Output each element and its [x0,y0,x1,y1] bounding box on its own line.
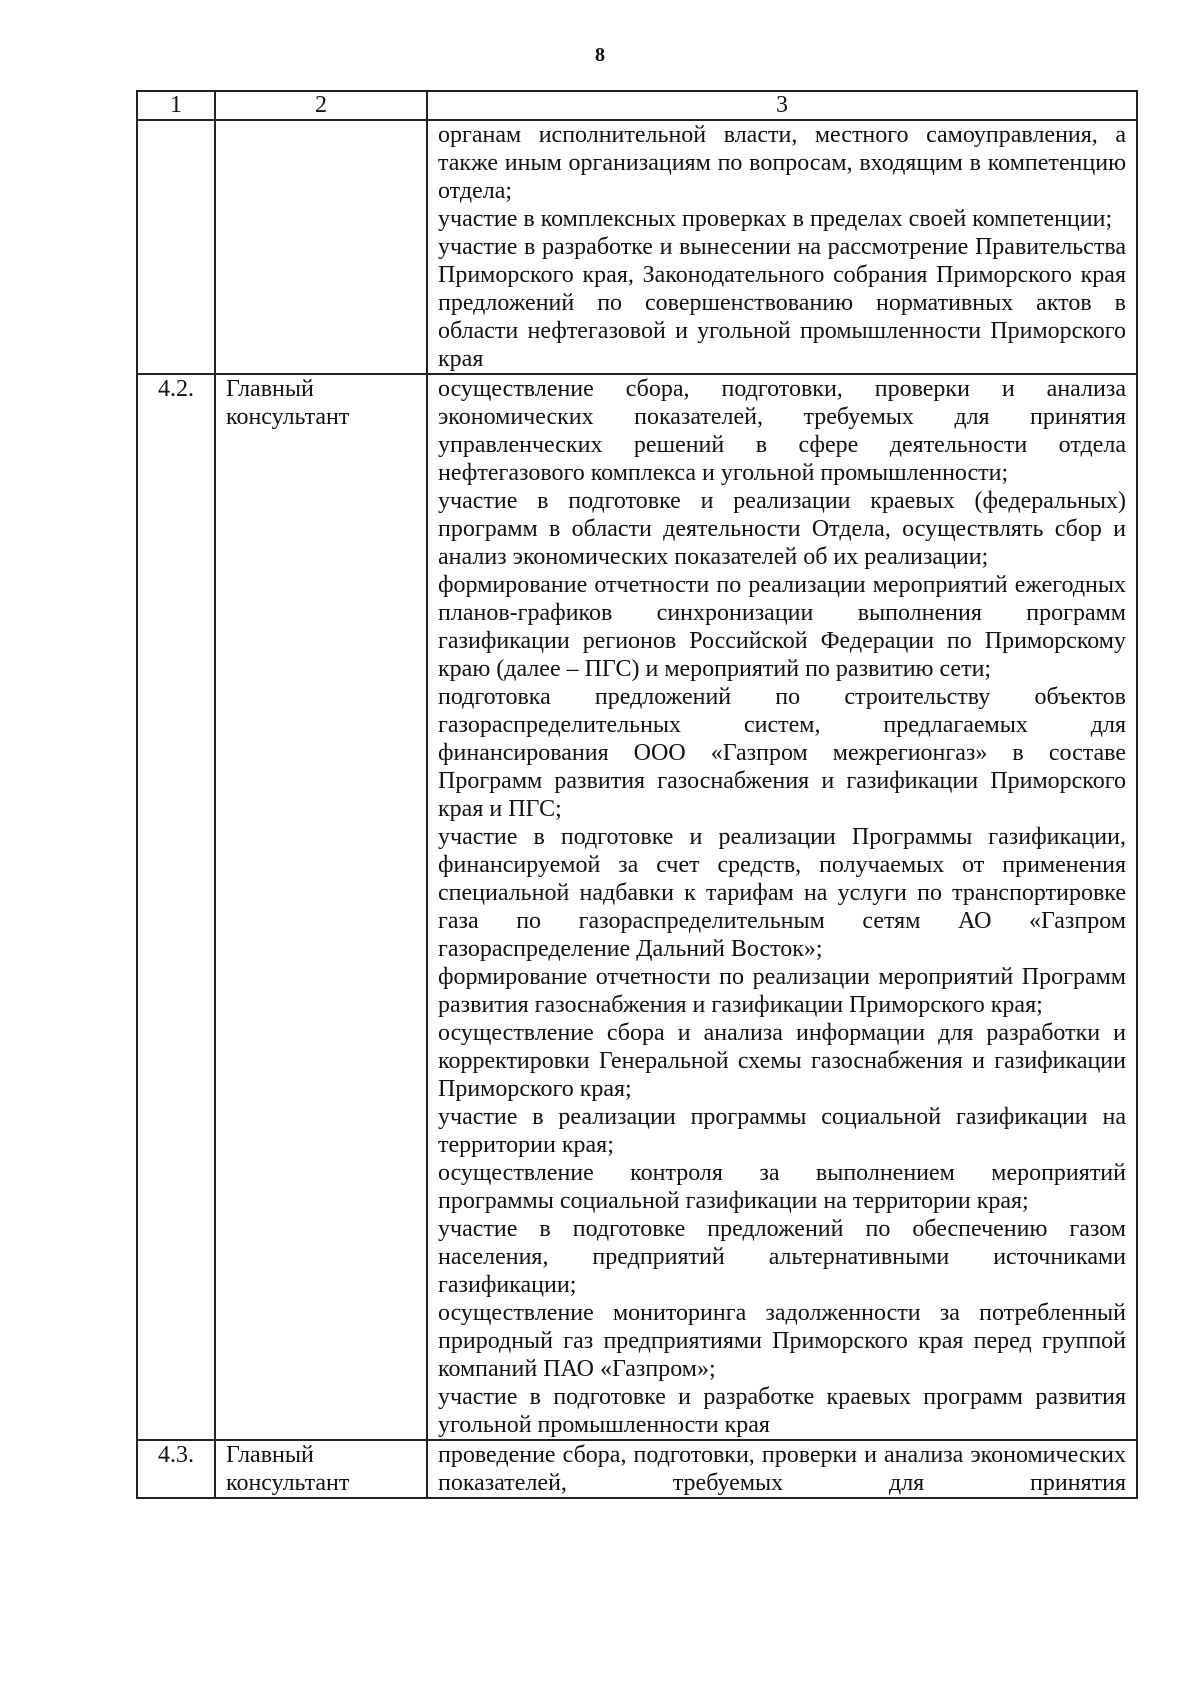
duty-item: участие в подготовке и реализации Программы газификации, финансируемой за счет средств, получаемых от применения специальной надбавки к тарифам на услуги по транспортировке газа по газораспределительным сетям АО «Газпром газораспределение Дальний Восток»; [438,824,1126,962]
duties-cell [427,374,1137,1440]
duty-item: осуществление сбора и анализа информации для разработки и корректировки Генеральной схемы газоснабжения и газификации Приморского края; [438,1020,1126,1102]
row-number: 4.3. [137,1440,215,1498]
duty-item: проведение сбора, подготовки, проверки и анализа экономических показателей, требуемых для принятия [438,1442,1126,1496]
duties-cell [427,1440,1137,1498]
table-row [137,374,1137,1440]
duty-item: формирование отчетности по реализации мероприятий Программ развития газоснабжения и газификации Приморского края; [438,964,1126,1018]
duties-table [136,90,1138,1499]
duty-item: осуществление контроля за выполнением мероприятий программы социальной газификации на территории края; [438,1160,1126,1214]
duty-item: участие в реализации программы социальной газификации на территории края; [438,1104,1126,1158]
table-row [137,120,1137,374]
duties-cell [427,120,1137,374]
table-header-row [137,91,1137,120]
position-title: Главный консультант [215,374,427,1440]
duty-item: участие в подготовке и реализации краевых (федеральных) программ в области деятельности Отдела, осуществлять сбор и анализ экономических показателей об их реализации; [438,488,1126,570]
column-header: 3 [427,91,1137,120]
column-header: 1 [137,91,215,120]
duty-item: органам исполнительной власти, местного самоуправления, а также иным организациям по вопросам, входящим в компетенцию отдела; [438,122,1126,204]
table-row [137,1440,1137,1498]
duty-item: участие в комплексных проверках в пределах своей компетенции; [438,206,1113,232]
duty-item: участие в разработке и вынесении на рассмотрение Правительства Приморского края, Законодательного собрания Приморского края предложений по совершенствованию нормативных актов в области нефтегазовой и угольной промышленности Приморского края [438,234,1126,372]
duty-item: участие в подготовке и разработке краевых программ развития угольной промышленности края [438,1384,1126,1438]
page-number: 8 [595,44,605,66]
duty-item: формирование отчетности по реализации мероприятий ежегодных планов-графиков синхронизации выполнения программ газификации регионов Российской Федерации по Приморскому краю (далее – ПГС) и мероприятий по развитию сети; [438,572,1126,682]
position-title: Главный консультант [215,1440,427,1498]
duty-item: осуществление сбора, подготовки, проверки и анализа экономических показателей, требуемых для принятия управленческих решений в сфере деятельности отдела нефтегазового комплекса и угольной промышленности; [438,376,1126,486]
position-title [215,120,427,374]
duty-item: осуществление мониторинга задолженности за потребленный природный газ предприятиями Приморского края перед группой компаний ПАО «Газпром»; [438,1300,1126,1382]
duty-item: участие в подготовке предложений по обеспечению газом населения, предприятий альтернативными источниками газификации; [438,1216,1126,1298]
duty-item: подготовка предложений по строительству объектов газораспределительных систем, предлагаемых для финансирования ООО «Газпром межрегионгаз» в составе Программ развития газоснабжения и газификации Приморского края и ПГС; [438,684,1126,822]
column-header: 2 [215,91,427,120]
row-number: 4.2. [137,374,215,1440]
row-number [137,120,215,374]
